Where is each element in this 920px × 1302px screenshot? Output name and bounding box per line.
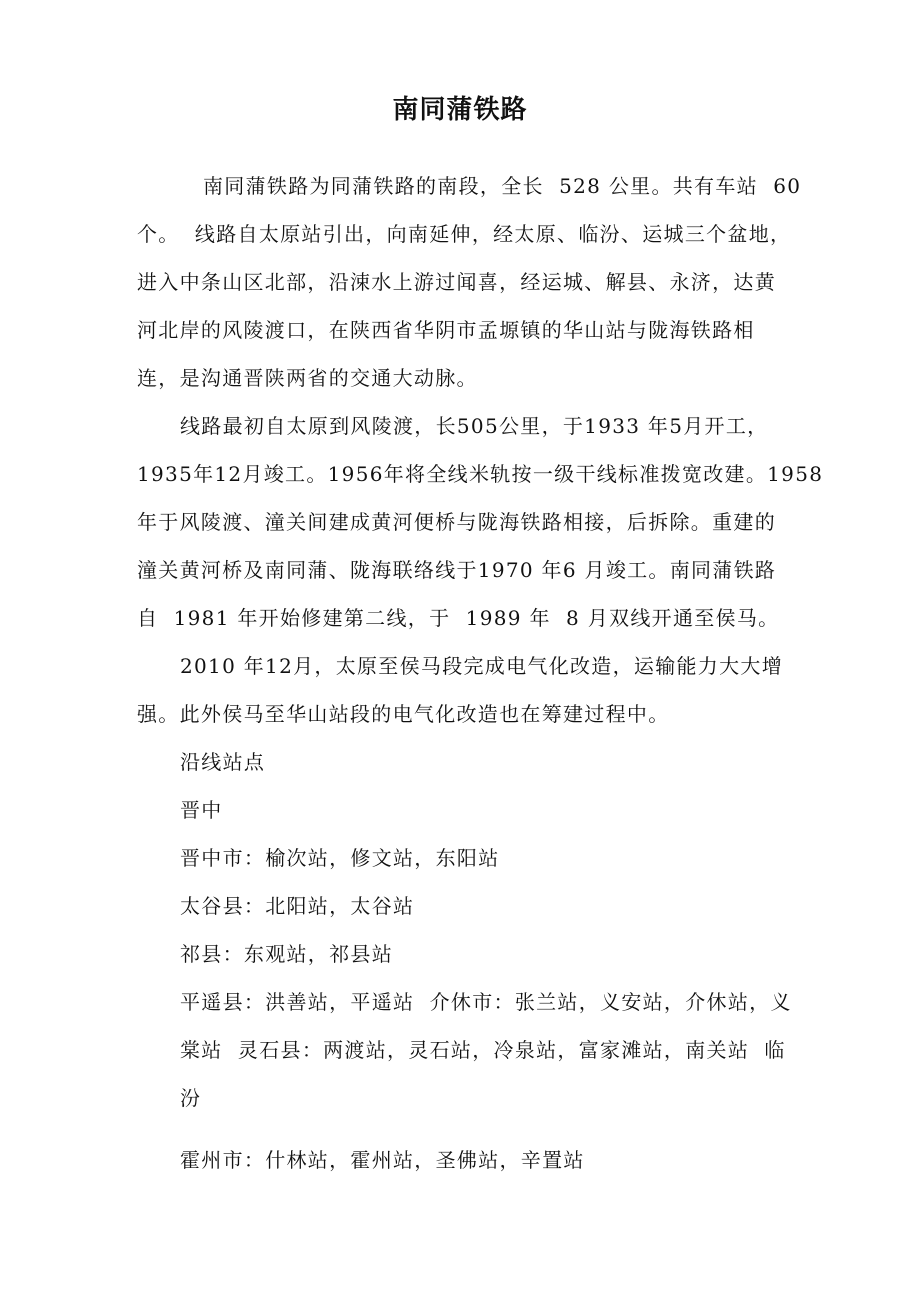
paragraph-line: 个。 线路自太原站引出，向南延伸，经太原、临汾、运城三个盆地， (137, 222, 792, 246)
region-heading: 晋中 (180, 798, 223, 822)
station-list-line: 祁县：东观站，祁县站 (180, 942, 393, 966)
station-list-line: 棠站 灵石县：两渡站，灵石站，冷泉站，富家滩站，南关站 临 (180, 1038, 786, 1062)
station-list-line: 太谷县：北阳站，太谷站 (180, 894, 415, 918)
document-title: 南同蒲铁路 (392, 95, 528, 125)
station-list-line: 汾 (180, 1086, 202, 1110)
paragraph-line: 年于风陵渡、潼关间建成黄河便桥与陇海铁路相接，后拆除。重建的 (137, 510, 776, 534)
paragraph-line: 强。此外侯马至华山站段的电气化改造也在筹建过程中。 (137, 702, 670, 726)
paragraph-line: 连，是沟通晋陕两省的交通大动脉。 (137, 366, 478, 390)
station-list-line: 晋中市：榆次站，修文站，东阳站 (180, 846, 500, 870)
section-heading: 沿线站点 (180, 750, 266, 774)
paragraph-line: 进入中条山区北部，沿涑水上游过闻喜，经运城、解县、永济，达黄 (137, 270, 776, 294)
paragraph-line: 南同蒲铁路为同蒲铁路的南段，全长 528 公里。共有车站 60 (203, 174, 802, 198)
station-list-line: 霍州市：什林站，霍州站，圣佛站，辛置站 (180, 1148, 585, 1172)
paragraph-line: 1935年12月竣工。1956年将全线米轨按一级干线标准拨宽改建。1958 (137, 462, 824, 486)
paragraph-line: 河北岸的风陵渡口，在陕西省华阴市孟塬镇的华山站与陇海铁路相 (137, 318, 755, 342)
paragraph-line: 2010 年12月，太原至侯马段完成电气化改造，运输能力大大增 (180, 654, 784, 678)
paragraph-line: 自 1981 年开始修建第二线，于 1989 年 8 月双线开通至侯马。 (137, 606, 780, 630)
station-list-line: 平遥县：洪善站，平遥站 介休市：张兰站，义安站，介休站，义 (180, 990, 792, 1014)
paragraph-line: 潼关黄河桥及南同蒲、陇海联络线于1970 年6 月竣工。南同蒲铁路 (137, 558, 777, 582)
paragraph-line: 线路最初自太原到风陵渡，长505公里，于1933 年5月开工， (180, 414, 769, 438)
